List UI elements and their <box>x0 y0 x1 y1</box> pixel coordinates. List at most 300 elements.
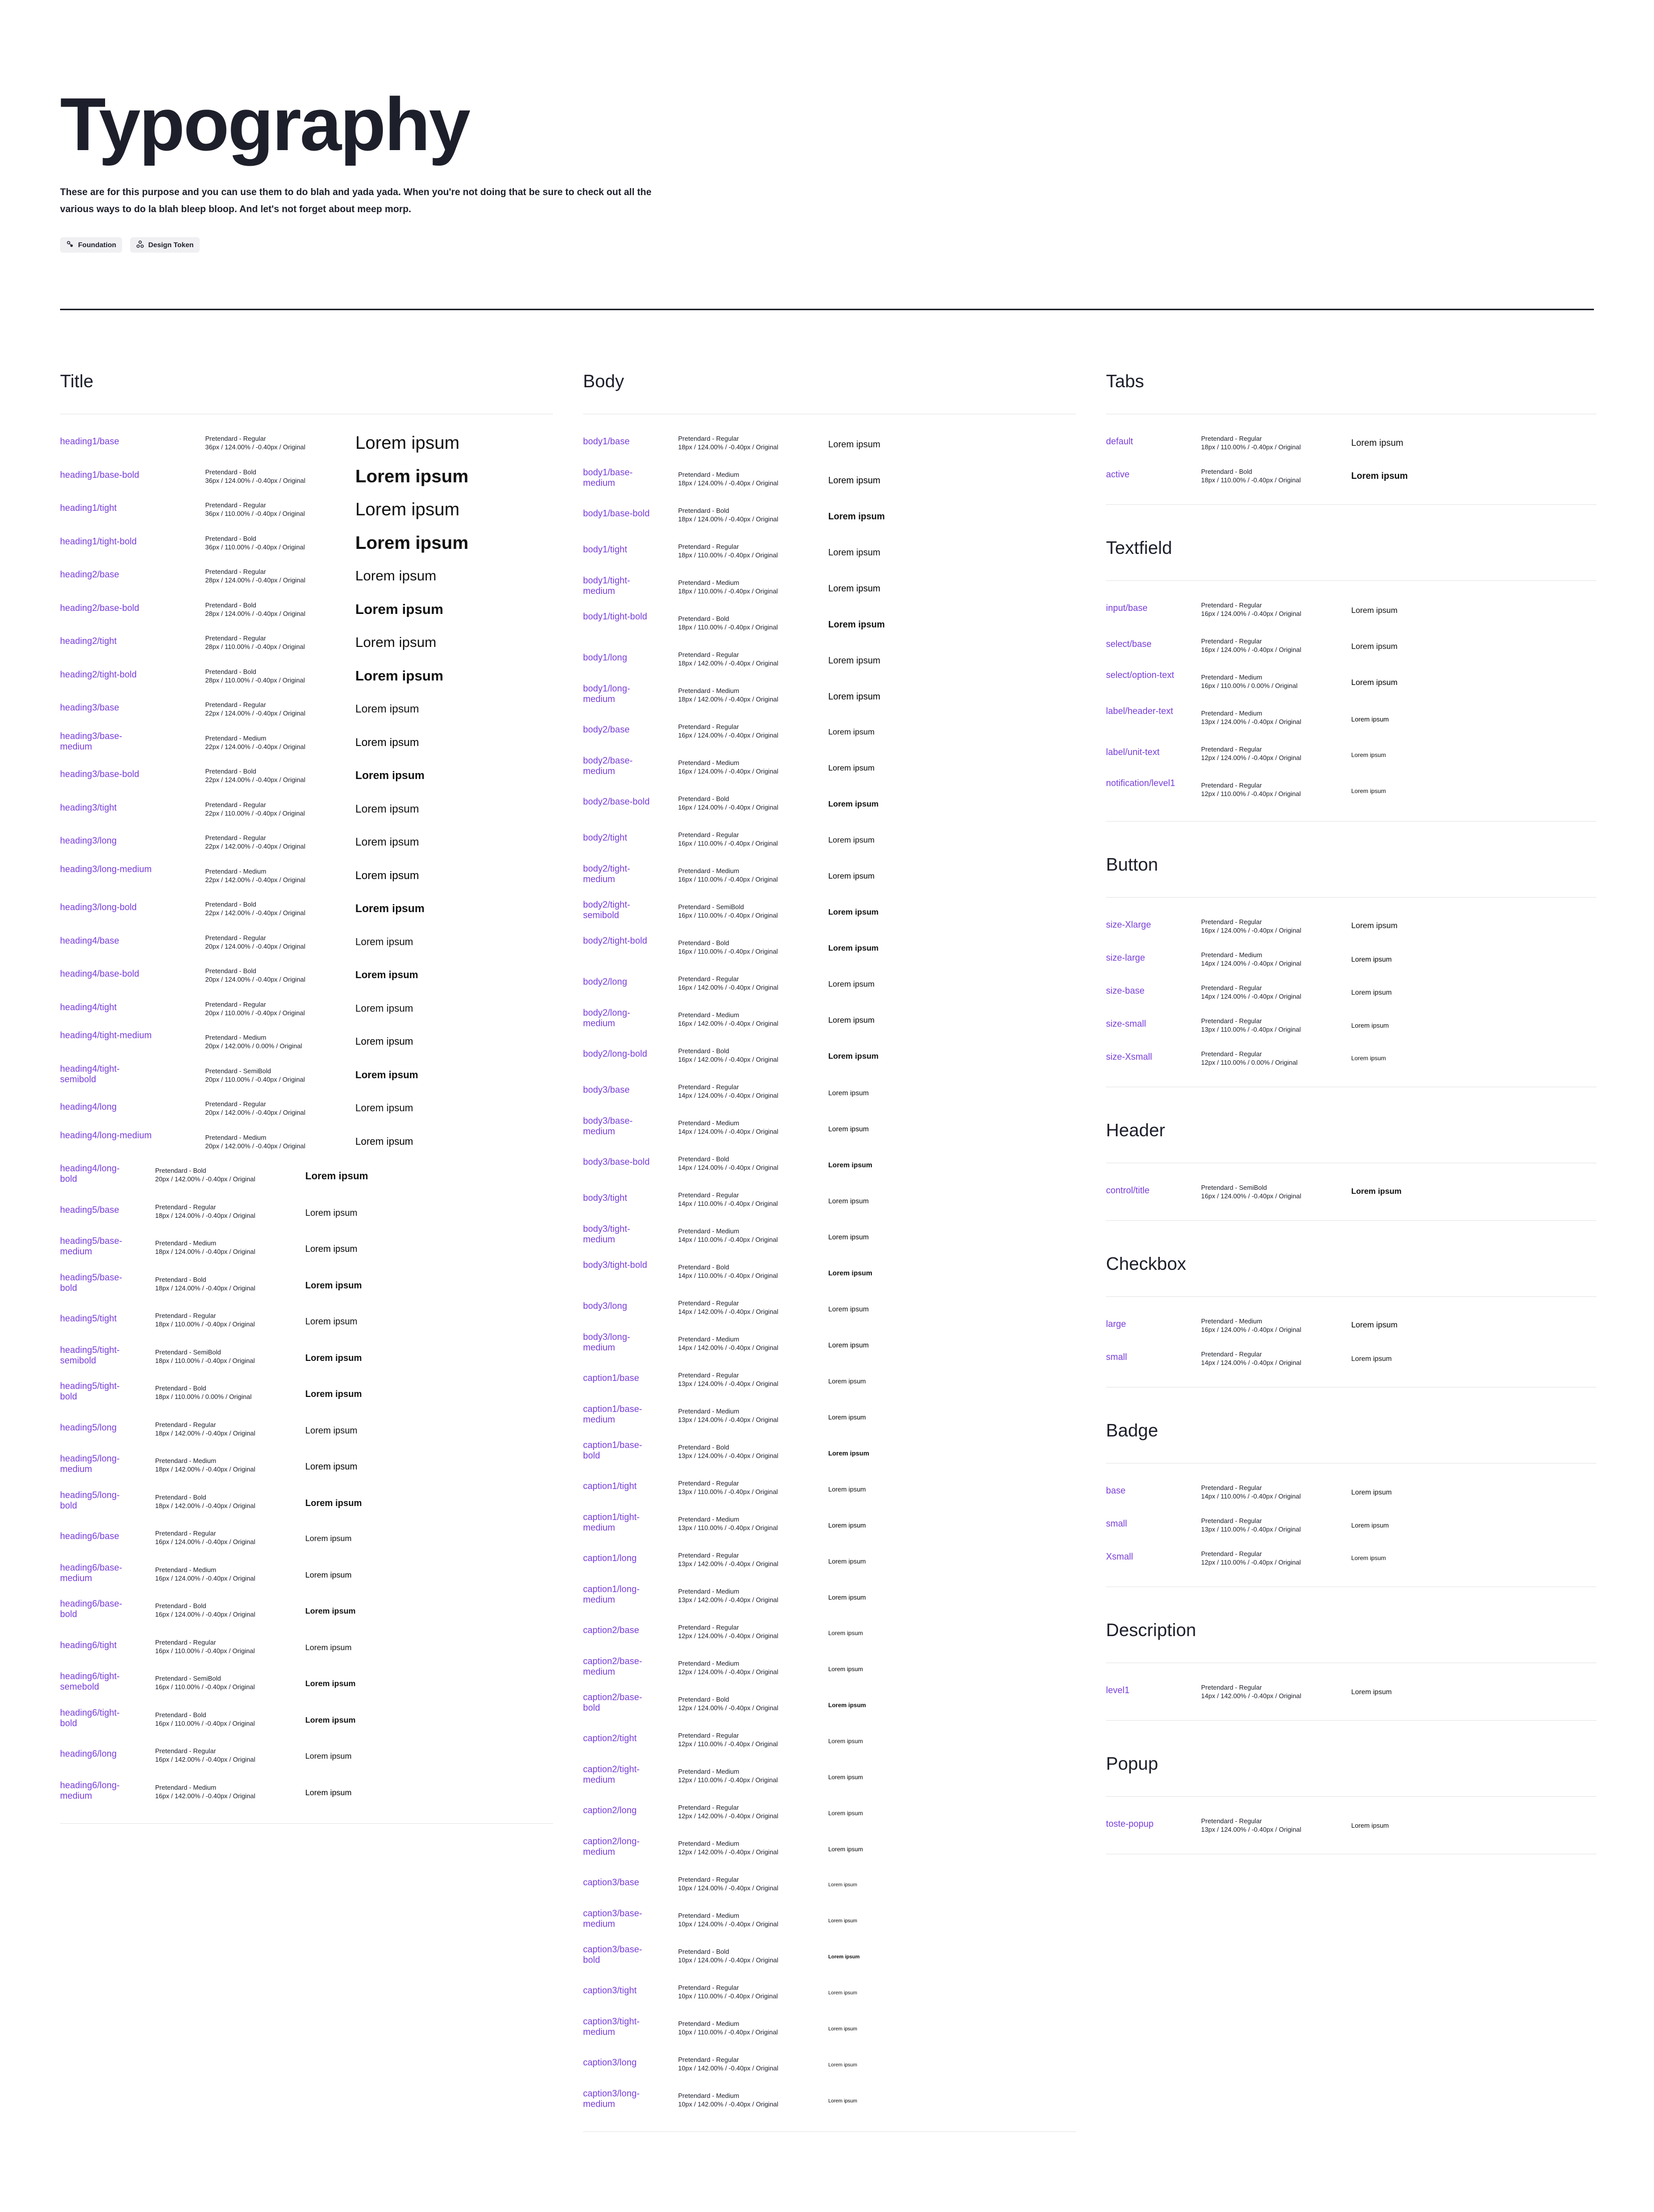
token-name[interactable]: body1/long-medium <box>583 683 631 704</box>
token-row <box>583 1293 1076 1329</box>
font-family-label: Pretendard - Regular <box>205 1100 266 1108</box>
type-sample: Lorem ipsum <box>355 802 419 815</box>
font-family-label: Pretendard - Bold <box>205 468 256 476</box>
token-spec <box>678 1983 778 2000</box>
token-spec <box>1201 637 1301 654</box>
token-name[interactable]: caption3/base-bold <box>583 1944 643 1965</box>
font-family-label: Pretendard - Medium <box>205 734 267 742</box>
token-row <box>583 608 1076 644</box>
type-sample: Lorem ipsum <box>828 1269 872 1277</box>
type-sample: Lorem ipsum <box>828 908 879 917</box>
token-name[interactable]: heading2/base-bold <box>60 602 140 613</box>
token-name[interactable]: heading1/base <box>60 436 120 446</box>
type-sample: Lorem ipsum <box>1351 788 1386 795</box>
token-name[interactable]: body3/tight-bold <box>583 1260 648 1270</box>
token-name[interactable]: heading4/base <box>60 935 120 946</box>
token-row <box>60 1269 553 1306</box>
token-name[interactable]: select/option-text <box>1106 670 1175 680</box>
font-family-label: Pretendard - Bold <box>155 1711 206 1719</box>
section-popup <box>1106 1755 1596 1854</box>
font-family-label: Pretendard - Medium <box>678 1768 740 1775</box>
section-heading: Popup <box>1106 1753 1159 1774</box>
token-spec <box>1201 745 1301 762</box>
token-name[interactable]: heading6/base-medium <box>60 1562 123 1583</box>
font-spec-label: 28px / 110.00% / -0.40px / Original <box>205 676 305 684</box>
token-name[interactable]: heading4/tight <box>60 1002 117 1012</box>
token-spec <box>155 1348 255 1365</box>
token-name[interactable]: size-Xsmall <box>1106 1052 1153 1062</box>
token-row <box>583 1005 1076 1041</box>
token-name[interactable]: caption1/base <box>583 1373 640 1383</box>
token-name[interactable]: large <box>1106 1319 1127 1329</box>
section-textfield <box>1106 539 1596 822</box>
type-sample: Lorem ipsum <box>828 1593 866 1601</box>
font-spec-label: 18px / 110.00% / -0.40px / Original <box>678 551 778 559</box>
token-spec <box>205 534 305 551</box>
type-sample: Lorem ipsum <box>355 970 418 981</box>
token-name[interactable]: level1 <box>1106 1685 1130 1695</box>
token-name[interactable]: small <box>1106 1352 1128 1362</box>
token-name[interactable]: heading6/base <box>60 1531 120 1541</box>
token-name[interactable]: body2/base <box>583 724 630 734</box>
font-family-label: Pretendard - Regular <box>678 1876 739 1883</box>
token-name[interactable]: heading4/tight-semibold <box>60 1063 120 1084</box>
section-badge <box>1106 1421 1596 1587</box>
token-name[interactable]: heading5/tight-semibold <box>60 1344 120 1365</box>
font-family-label: Pretendard - Regular <box>678 2056 739 2063</box>
token-name[interactable]: heading6/tight-bold <box>60 1707 120 1728</box>
token-name[interactable]: body3/long-medium <box>583 1332 631 1352</box>
token-row <box>60 694 553 728</box>
type-sample: Lorem ipsum <box>305 1316 358 1327</box>
token-name[interactable]: heading5/long-medium <box>60 1453 120 1474</box>
token-name[interactable]: heading5/tight-bold <box>60 1381 120 1401</box>
font-family-label: Pretendard - Regular <box>678 1732 739 1739</box>
font-spec-label: 10px / 124.00% / -0.40px / Original <box>678 1884 779 1892</box>
token-row <box>583 1905 1076 1941</box>
token-name[interactable]: body2/tight-medium <box>583 864 631 884</box>
type-sample: Lorem ipsum <box>1351 988 1392 996</box>
token-name[interactable]: body3/tight-medium <box>583 1224 631 1244</box>
font-spec-label: 18px / 110.00% / -0.40px / Original <box>155 1320 255 1328</box>
token-row <box>60 495 553 528</box>
type-sample: Lorem ipsum <box>305 1788 352 1797</box>
font-spec-label: 13px / 124.00% / -0.40px / Original <box>678 1380 779 1387</box>
token-name[interactable]: heading4/long-medium <box>60 1130 152 1140</box>
font-spec-label: 14px / 124.00% / -0.40px / Original <box>678 1164 779 1171</box>
type-sample: Lorem ipsum <box>305 1535 352 1544</box>
token-spec <box>678 1263 778 1280</box>
token-name[interactable]: notification/level1 <box>1106 778 1176 788</box>
token-name[interactable]: control/title <box>1106 1185 1150 1195</box>
token-name[interactable]: body1/tight-medium <box>583 575 631 596</box>
font-spec-label: 14px / 142.00% / -0.40px / Original <box>1201 1692 1302 1700</box>
section-description <box>1106 1621 1596 1721</box>
token-spec <box>205 867 305 884</box>
token-spec <box>678 867 778 884</box>
token-name[interactable]: body3/base-bold <box>583 1157 650 1167</box>
token-row <box>60 728 553 762</box>
type-sample: Lorem ipsum <box>355 1069 418 1081</box>
token-name[interactable]: default <box>1106 436 1134 446</box>
section-tabs <box>1106 372 1596 505</box>
token-name[interactable]: heading4/long-bold <box>60 1163 120 1184</box>
token-spec <box>1201 1517 1301 1534</box>
type-sample: Lorem ipsum <box>828 1882 857 1888</box>
type-sample: Lorem ipsum <box>355 902 425 915</box>
token-row <box>60 928 553 961</box>
token-spec <box>155 1566 255 1583</box>
token-name[interactable]: label/header-text <box>1106 706 1174 716</box>
token-name[interactable]: body3/long <box>583 1301 628 1311</box>
type-sample: Lorem ipsum <box>355 1003 413 1014</box>
font-family-label: Pretendard - Regular <box>678 1191 739 1199</box>
token-row <box>583 1077 1076 1113</box>
font-family-label: Pretendard - Regular <box>678 651 739 658</box>
token-row <box>583 1977 1076 2013</box>
token-row <box>1106 1811 1596 1844</box>
token-name[interactable]: base <box>1106 1486 1126 1496</box>
token-name[interactable]: body2/tight-semibold <box>583 900 631 920</box>
token-spec <box>678 686 778 703</box>
token-row <box>60 561 553 595</box>
token-name[interactable]: body2/long <box>583 977 628 987</box>
token-name[interactable]: caption3/long <box>583 2057 637 2067</box>
font-family-label: Pretendard - Regular <box>1201 1817 1262 1825</box>
font-family-label: Pretendard - Regular <box>1201 782 1262 789</box>
token-name[interactable]: body2/base-medium <box>583 756 633 776</box>
token-spec <box>678 831 778 848</box>
token-row <box>60 595 553 628</box>
token-name[interactable]: caption1/tight <box>583 1481 637 1491</box>
token-spec <box>678 1515 778 1532</box>
font-spec-label: 18px / 142.00% / -0.40px / Original <box>678 659 779 667</box>
type-sample: Lorem ipsum <box>828 511 885 521</box>
type-sample: Lorem ipsum <box>828 1810 863 1817</box>
token-spec <box>678 1479 778 1496</box>
font-family-label: Pretendard - Medium <box>678 687 740 694</box>
token-name[interactable]: select/base <box>1106 639 1152 649</box>
token-name[interactable]: caption1/base-bold <box>583 1440 643 1460</box>
font-family-label: Pretendard - SemiBold <box>155 1348 221 1356</box>
type-sample: Lorem ipsum <box>828 1341 869 1349</box>
token-name[interactable]: heading5/tight <box>60 1313 117 1323</box>
token-row <box>1106 703 1596 739</box>
token-name[interactable]: caption2/tight <box>583 1733 637 1743</box>
token-name[interactable]: caption3/long-medium <box>583 2088 640 2109</box>
token-spec <box>205 1033 302 1050</box>
token-name[interactable]: body1/base-bold <box>583 508 650 518</box>
token-name[interactable]: heading6/tight-semebold <box>60 1671 120 1692</box>
token-row <box>583 680 1076 716</box>
font-family-label: Pretendard - Regular <box>1201 1050 1262 1058</box>
token-name[interactable]: caption1/long-medium <box>583 1584 640 1605</box>
token-row <box>583 933 1076 969</box>
font-family-label: Pretendard - Bold <box>678 507 729 514</box>
token-name[interactable]: caption1/base-medium <box>583 1404 643 1424</box>
token-name[interactable]: toste-popup <box>1106 1819 1154 1829</box>
type-sample: Lorem ipsum <box>1351 678 1398 687</box>
type-sample: Lorem ipsum <box>828 583 881 593</box>
section-title <box>60 372 553 1824</box>
token-name[interactable]: heading3/base-medium <box>60 730 123 752</box>
section-heading: Body <box>583 371 625 391</box>
token-name[interactable]: heading1/base-bold <box>60 469 140 480</box>
font-family-label: Pretendard - Regular <box>678 1804 739 1811</box>
font-family-label: Pretendard - Bold <box>155 1167 206 1174</box>
token-name[interactable]: heading6/base-bold <box>60 1599 123 1619</box>
type-sample: Lorem ipsum <box>305 1425 358 1435</box>
token-name[interactable]: heading3/long-medium <box>60 864 152 874</box>
token-name[interactable]: body1/base <box>583 436 630 446</box>
token-name[interactable]: caption2/long-medium <box>583 1836 640 1857</box>
token-spec <box>678 975 778 992</box>
token-list <box>1106 1297 1596 1377</box>
token-row <box>583 1401 1076 1437</box>
token-spec <box>155 1384 252 1401</box>
token-spec <box>155 1493 255 1510</box>
font-family-label: Pretendard - Regular <box>1201 601 1262 609</box>
font-family-label: Pretendard - Medium <box>678 579 740 586</box>
token-name[interactable]: heading5/base-medium <box>60 1236 123 1256</box>
font-spec-label: 16px / 142.00% / -0.40px / Original <box>678 984 779 991</box>
type-sample: Lorem ipsum <box>828 691 881 701</box>
type-sample: Lorem ipsum <box>828 1738 863 1745</box>
token-row <box>1106 1011 1596 1044</box>
token-row <box>583 1185 1076 1221</box>
font-family-label: Pretendard - Regular <box>1201 1684 1262 1691</box>
token-name[interactable]: heading1/tight-bold <box>60 536 137 546</box>
token-name[interactable]: body1/long <box>583 652 628 662</box>
font-spec-label: 13px / 142.00% / -0.40px / Original <box>678 1560 779 1568</box>
token-row <box>583 1797 1076 1833</box>
font-spec-label: 16px / 124.00% / -0.40px / Original <box>1201 1192 1302 1200</box>
token-row <box>60 795 553 828</box>
token-spec <box>205 734 305 751</box>
font-spec-label: 16px / 124.00% / -0.40px / Original <box>678 731 779 739</box>
token-row <box>583 1653 1076 1689</box>
token-spec <box>1201 673 1298 690</box>
font-family-label: Pretendard - Regular <box>155 1747 216 1755</box>
token-spec <box>155 1747 255 1764</box>
token-spec <box>1201 1550 1301 1567</box>
token-row <box>583 1437 1076 1473</box>
token-spec <box>205 934 305 951</box>
token-spec <box>678 650 778 667</box>
font-family-label: Pretendard - Regular <box>155 1420 216 1428</box>
token-row <box>60 1668 553 1705</box>
font-spec-label: 10px / 110.00% / -0.40px / Original <box>678 2028 778 2036</box>
token-row <box>583 1149 1076 1185</box>
type-sample: Lorem ipsum <box>828 980 875 989</box>
token-name[interactable]: body1/base-medium <box>583 467 633 488</box>
token-name[interactable]: size-large <box>1106 953 1146 963</box>
token-name[interactable]: heading1/tight <box>60 503 117 513</box>
token-row <box>60 1061 553 1094</box>
token-name[interactable]: size-Xlarge <box>1106 920 1152 930</box>
token-spec <box>155 1166 255 1183</box>
token-name[interactable]: caption1/tight-medium <box>583 1512 640 1533</box>
token-name[interactable]: input/base <box>1106 603 1148 613</box>
token-name[interactable]: caption2/long <box>583 1805 637 1815</box>
token-name[interactable]: caption2/base-medium <box>583 1656 643 1677</box>
font-spec-label: 18px / 124.00% / -0.40px / Original <box>155 1284 256 1292</box>
token-name[interactable]: heading6/long <box>60 1749 117 1759</box>
token-name[interactable]: caption1/long <box>583 1553 637 1563</box>
token-name[interactable]: active <box>1106 469 1130 479</box>
token-name[interactable]: heading4/base-bold <box>60 969 140 979</box>
token-spec <box>678 722 778 740</box>
font-family-label: Pretendard - Bold <box>205 667 256 675</box>
type-sample: Lorem ipsum <box>1351 1055 1386 1062</box>
token-name[interactable]: heading5/base <box>60 1204 120 1215</box>
font-spec-label: 12px / 110.00% / -0.40px / Original <box>1201 1559 1301 1566</box>
column-title <box>60 360 553 1858</box>
token-name[interactable]: heading4/tight-medium <box>60 1030 152 1040</box>
font-spec-label: 12px / 124.00% / -0.40px / Original <box>678 1668 779 1676</box>
token-name[interactable]: heading5/base-bold <box>60 1272 123 1293</box>
token-spec <box>678 759 778 776</box>
token-name[interactable]: heading5/long <box>60 1422 117 1432</box>
font-spec-label: 16px / 110.00% / -0.40px / Original <box>678 948 778 955</box>
token-name[interactable]: size-small <box>1106 1019 1147 1029</box>
token-spec <box>678 578 778 595</box>
type-sample: Lorem ipsum <box>1351 1521 1389 1529</box>
token-name[interactable]: caption3/base <box>583 1877 640 1887</box>
tag-design-token[interactable] <box>130 237 200 253</box>
font-spec-label: 12px / 124.00% / -0.40px / Original <box>1201 754 1302 762</box>
font-spec-label: 36px / 124.00% / -0.40px / Original <box>205 476 306 484</box>
token-name[interactable]: size-base <box>1106 986 1145 996</box>
token-name[interactable]: caption3/base-medium <box>583 1908 643 1929</box>
font-spec-label: 13px / 124.00% / -0.40px / Original <box>678 1416 779 1423</box>
section-heading: Checkbox <box>1106 1253 1187 1274</box>
font-family-label: Pretendard - Medium <box>1201 1317 1263 1325</box>
type-sample: Lorem ipsum <box>1351 1688 1392 1696</box>
font-family-label: Pretendard - Regular <box>155 1530 216 1537</box>
font-family-label: Pretendard - Medium <box>678 1227 740 1235</box>
font-spec-label: 16px / 110.00% / 0.00% / Original <box>1201 682 1298 689</box>
token-name[interactable]: heading6/tight <box>60 1640 117 1650</box>
font-family-label: Pretendard - Medium <box>678 1407 740 1415</box>
type-sample: Lorem ipsum <box>828 1052 879 1061</box>
token-name[interactable]: Xsmall <box>1106 1552 1134 1562</box>
font-family-label: Pretendard - SemiBold <box>1201 1184 1267 1191</box>
font-family-label: Pretendard - Medium <box>678 1516 740 1523</box>
token-row <box>1106 1544 1596 1577</box>
token-spec <box>1201 1350 1301 1367</box>
token-list <box>1106 581 1596 811</box>
type-sample: Lorem ipsum <box>305 1389 362 1399</box>
type-sample: Lorem ipsum <box>1351 1488 1392 1496</box>
section-button <box>1106 856 1596 1087</box>
token-name[interactable]: body2/base-bold <box>583 797 650 807</box>
token-list <box>1106 1163 1596 1210</box>
token-name[interactable]: heading2/tight-bold <box>60 669 137 679</box>
token-spec <box>678 1227 778 1244</box>
token-name[interactable]: body2/long-medium <box>583 1008 631 1028</box>
token-name[interactable]: caption2/base <box>583 1625 640 1635</box>
token-name[interactable]: label/unit-text <box>1106 747 1160 757</box>
tag-foundation[interactable] <box>60 237 122 253</box>
section-end-divider <box>60 1823 553 1824</box>
font-spec-label: 18px / 124.00% / -0.40px / Original <box>678 443 779 451</box>
type-sample: Lorem ipsum <box>828 836 875 845</box>
token-name[interactable]: body3/base-medium <box>583 1116 633 1136</box>
type-sample: Lorem ipsum <box>305 1280 362 1290</box>
font-spec-label: 18px / 124.00% / -0.40px / Original <box>678 479 779 487</box>
token-name[interactable]: heading2/tight <box>60 636 117 646</box>
token-name[interactable]: caption2/tight-medium <box>583 1764 640 1785</box>
token-name[interactable]: heading3/base-bold <box>60 769 140 779</box>
token-name[interactable]: body2/tight <box>583 833 628 843</box>
token-name[interactable]: heading6/long-medium <box>60 1780 120 1801</box>
token-spec <box>678 1839 778 1856</box>
token-name[interactable]: heading3/long-bold <box>60 902 137 912</box>
token-name[interactable]: small <box>1106 1519 1128 1529</box>
token-name[interactable]: heading4/long <box>60 1102 117 1112</box>
token-name[interactable]: body2/long-bold <box>583 1049 648 1059</box>
section-checkbox <box>1106 1255 1596 1387</box>
token-name[interactable]: heading5/long-bold <box>60 1490 120 1511</box>
font-family-label: Pretendard - Regular <box>678 1083 739 1091</box>
tag-label: Foundation <box>78 241 117 249</box>
foundation-icon <box>66 240 74 250</box>
token-name[interactable]: body2/tight-bold <box>583 936 648 946</box>
font-spec-label: 18px / 124.00% / -0.40px / Original <box>155 1248 256 1255</box>
token-name[interactable]: body1/tight-bold <box>583 611 648 621</box>
font-spec-label: 18px / 110.00% / -0.40px / Original <box>678 623 778 631</box>
header-divider <box>60 309 1594 310</box>
token-name[interactable]: heading2/base <box>60 569 120 579</box>
type-sample: Lorem ipsum <box>305 1607 356 1616</box>
type-sample: Lorem ipsum <box>828 1846 863 1853</box>
token-name[interactable]: heading3/base <box>60 702 120 712</box>
font-family-label: Pretendard - Medium <box>678 2092 740 2099</box>
token-spec <box>678 1803 778 1820</box>
token-spec <box>1201 781 1301 798</box>
font-family-label: Pretendard - Bold <box>1201 468 1252 475</box>
token-spec <box>678 1191 778 1208</box>
token-spec <box>678 1767 778 1784</box>
token-name[interactable]: caption3/tight-medium <box>583 2016 640 2037</box>
token-list <box>1106 1663 1596 1710</box>
section-heading: Badge <box>1106 1420 1159 1440</box>
token-name[interactable]: body3/base <box>583 1085 630 1095</box>
token-row <box>60 1094 553 1127</box>
token-name[interactable]: body3/tight <box>583 1193 628 1203</box>
token-spec <box>155 1674 255 1691</box>
font-spec-label: 36px / 124.00% / -0.40px / Original <box>205 443 306 451</box>
font-spec-label: 10px / 142.00% / -0.40px / Original <box>678 2064 779 2072</box>
token-name[interactable]: caption2/base-bold <box>583 1692 643 1713</box>
token-name[interactable]: heading3/long <box>60 836 117 846</box>
token-spec <box>678 1659 778 1676</box>
token-spec <box>155 1638 255 1655</box>
token-name[interactable]: caption3/tight <box>583 1985 637 1995</box>
token-row <box>583 1761 1076 1797</box>
token-spec <box>678 1911 778 1928</box>
token-name[interactable]: body1/tight <box>583 544 628 554</box>
font-spec-label: 13px / 110.00% / -0.40px / Original <box>1201 1026 1301 1033</box>
font-family-label: Pretendard - Bold <box>155 1493 206 1501</box>
font-family-label: Pretendard - Bold <box>205 901 256 908</box>
font-family-label: Pretendard - Medium <box>1201 951 1263 959</box>
token-spec <box>1201 1050 1298 1067</box>
token-spec <box>678 1947 778 1964</box>
token-name[interactable]: heading3/tight <box>60 802 117 813</box>
font-family-label: Pretendard - Bold <box>678 1047 729 1055</box>
